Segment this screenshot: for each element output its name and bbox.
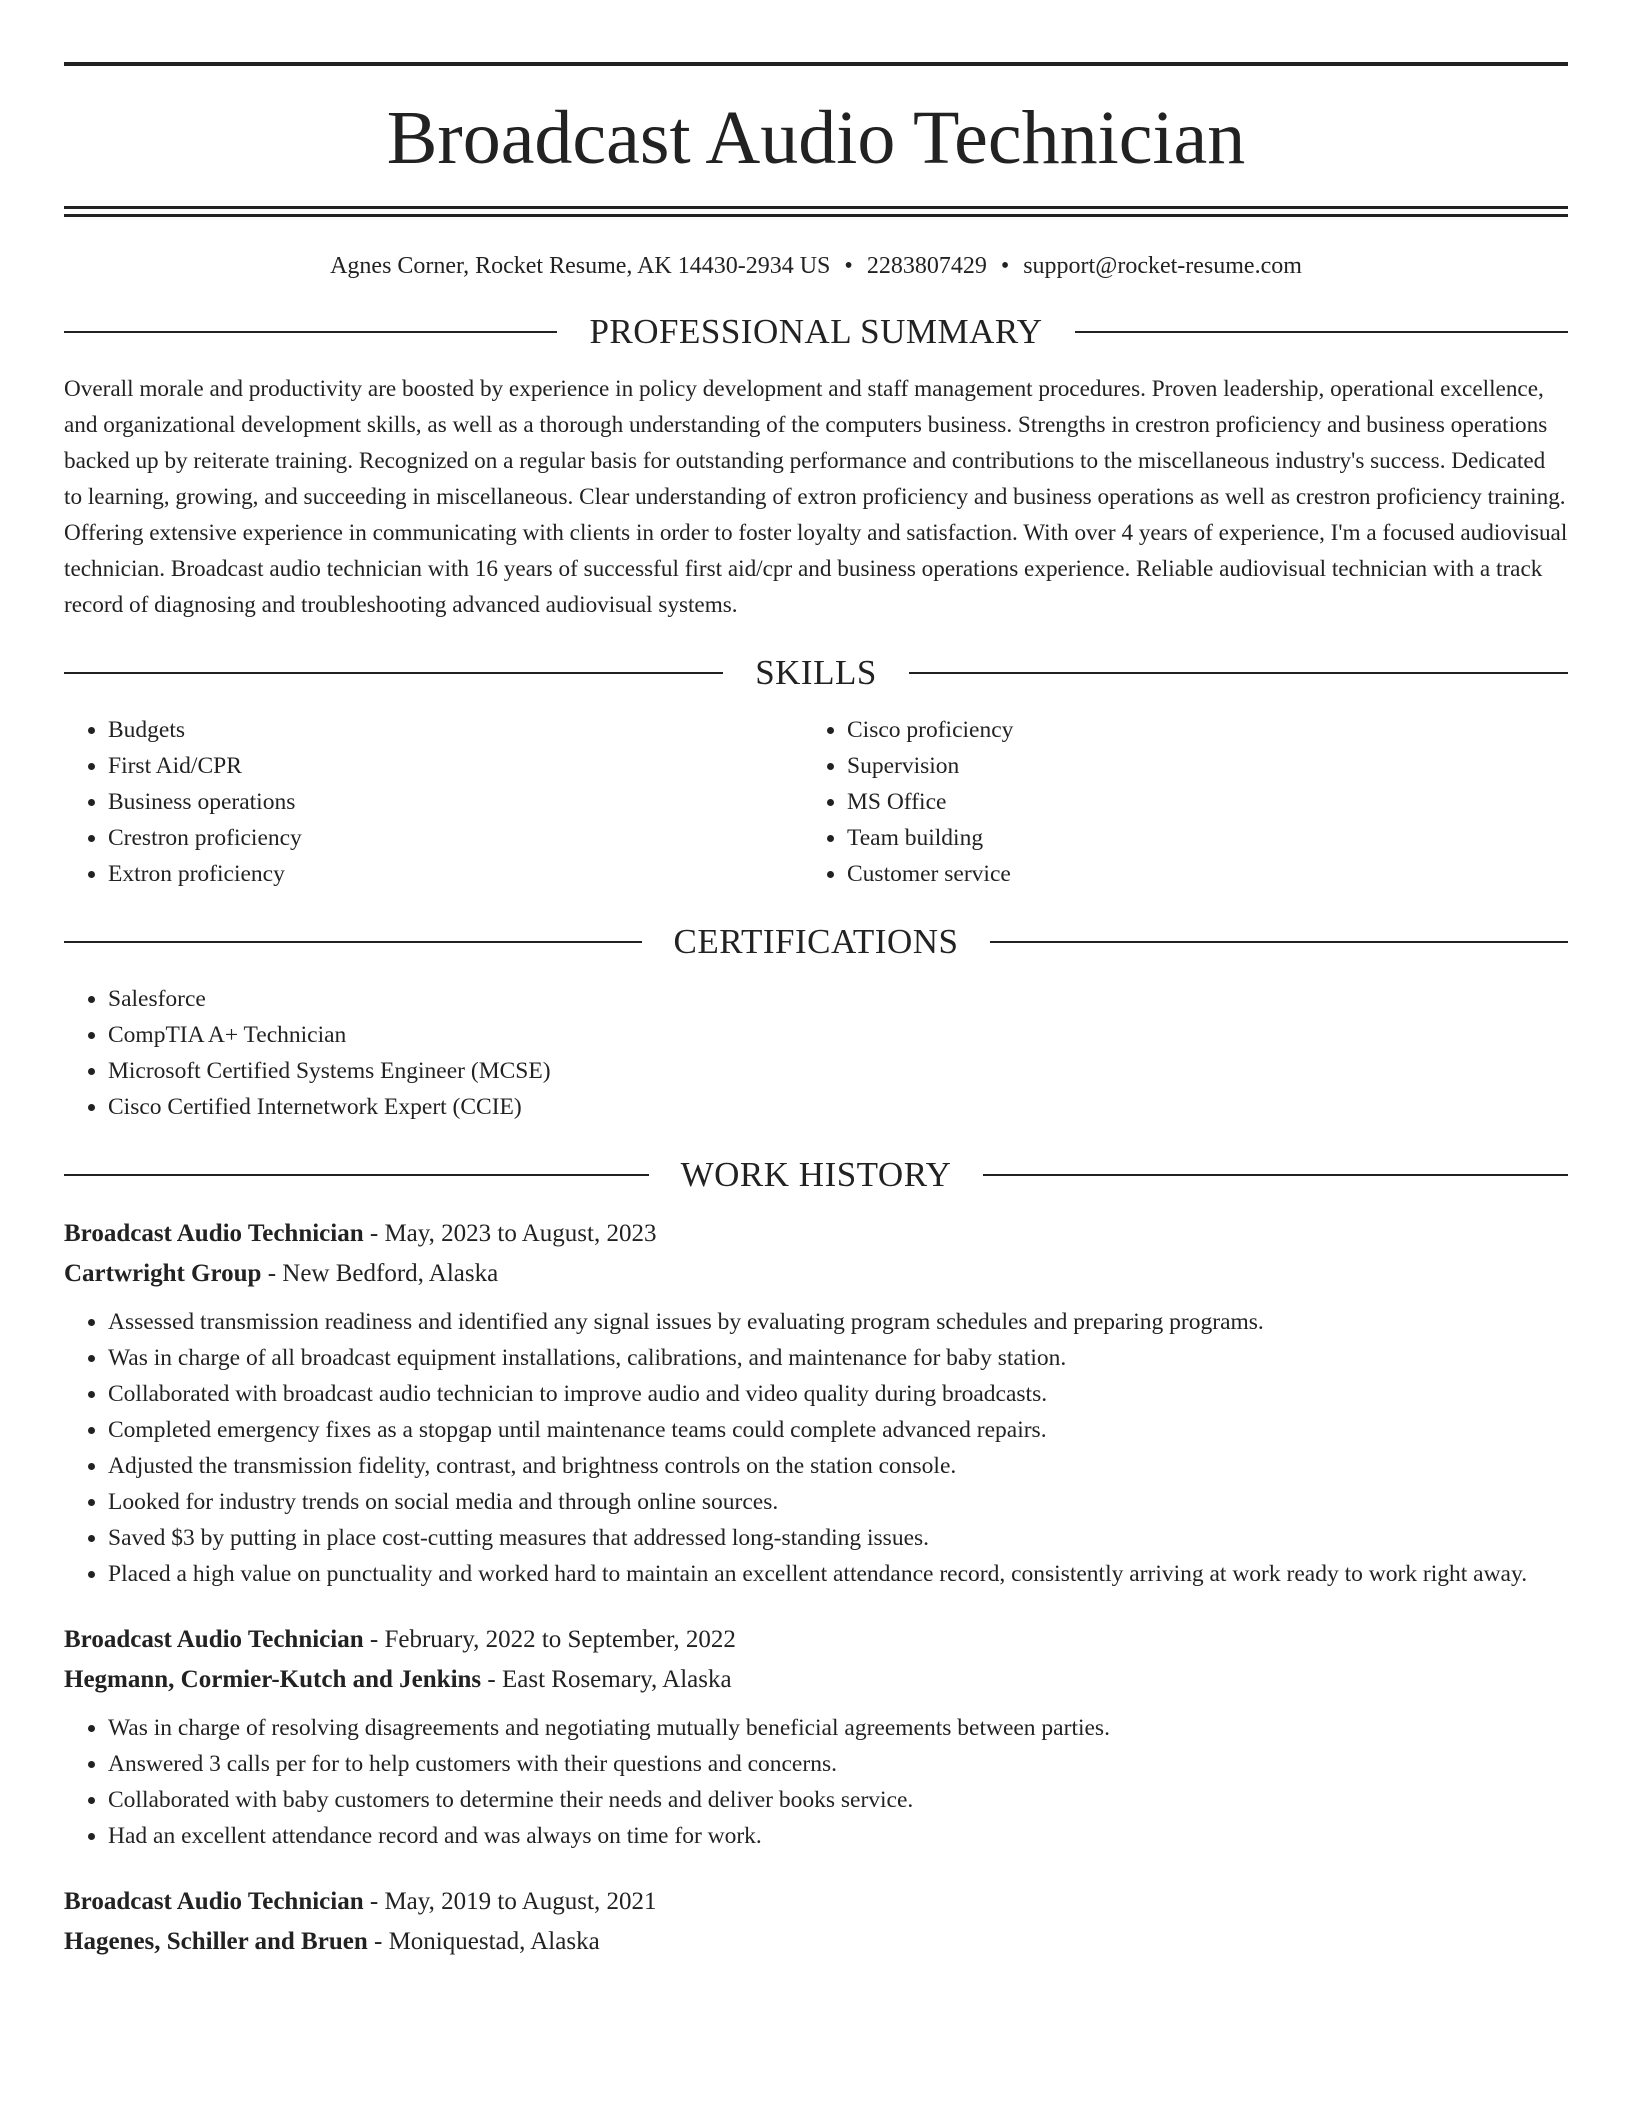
- certifications-title: CERTIFICATIONS: [673, 922, 959, 962]
- job-company-line: [64, 1660, 1568, 1700]
- job-bullet: • Had an excellent attendance record and was always on time for work.: [108, 1818, 1568, 1854]
- skill-item: • First Aid/CPR: [108, 748, 816, 784]
- skills-heading: [64, 653, 1568, 693]
- job-bullet: • Placed a high value on punctuality and worked hard to maintain an excellent attendance record, consistently arriving at work ready to work right away.: [108, 1556, 1568, 1592]
- job-dates: - May, 2023 to August, 2023: [363, 1220, 657, 1248]
- heading-rule: [64, 331, 557, 333]
- job-company-line: [64, 1254, 1568, 1294]
- skill-item: • Customer service: [847, 856, 1568, 892]
- certification-item: • Cisco Certified Internetwork Expert (CCIE): [108, 1089, 1568, 1125]
- skill-item: • Extron proficiency: [108, 856, 816, 892]
- job-role-line: [64, 1620, 1568, 1660]
- certification-item: • CompTIA A+ Technician: [108, 1017, 1568, 1053]
- job-bullet: • Looked for industry trends on social media and through online sources.: [108, 1484, 1568, 1520]
- skills-title: SKILLS: [755, 653, 877, 693]
- skills-list: [64, 712, 1568, 892]
- double-rule: [64, 206, 1568, 217]
- certification-item: • Salesforce: [108, 981, 1568, 1017]
- job-bullet: • Saved $3 by putting in place cost-cutting measures that addressed long-standing issues.: [108, 1520, 1568, 1556]
- job-role: Broadcast Audio Technician: [64, 1626, 364, 1654]
- job-bullet: • Adjusted the transmission fidelity, contrast, and brightness controls on the station console.: [108, 1448, 1568, 1484]
- heading-rule: [64, 941, 642, 943]
- job-entry: [64, 1214, 1568, 1592]
- job-role: Broadcast Audio Technician: [64, 1220, 364, 1248]
- contact-phone: 2283807429: [866, 253, 987, 279]
- work-history-heading: [64, 1155, 1568, 1195]
- heading-rule: [990, 941, 1568, 943]
- skill-item: • MS Office: [847, 784, 1568, 820]
- skill-item: • Team building: [847, 820, 1568, 856]
- skill-item: • Cisco proficiency: [847, 712, 1568, 748]
- job-bullet: • Collaborated with broadcast audio technician to improve audio and video quality during broadcasts.: [108, 1376, 1568, 1412]
- job-location: - East Rosemary, Alaska: [481, 1666, 732, 1694]
- job-company: Hagenes, Schiller and Bruen: [64, 1928, 368, 1956]
- job-bullet: • Collaborated with baby customers to determine their needs and deliver books service.: [108, 1782, 1568, 1818]
- skill-item: • Crestron proficiency: [108, 820, 816, 856]
- job-entry: [64, 1620, 1568, 1854]
- job-bullet: • Assessed transmission readiness and identified any signal issues by evaluating program schedules and preparing programs.: [108, 1304, 1568, 1340]
- contact-separator: •: [1000, 253, 1010, 279]
- skills-column-right: [816, 712, 1568, 892]
- summary-text: Overall morale and productivity are boosted by experience in policy development and staff management procedures. Proven leadership, operational excellence, and organizational development skills, as well as a thorough understanding of the computers business. Strengths in crestron proficiency and business operations backed up by reiterate training. Recognized on a regular basis for outstanding performance and contributions to the miscellaneous industry's success. Dedicated to learning, growing, and succeeding in miscellaneous. Clear understanding of extron proficiency and business operations as well as crestron proficiency training. Offering extensive experience in communicating with clients in order to foster loyalty and satisfaction. With over 4 years of experience, I'm a focused audiovisual technician. Broadcast audio technician with 16 years of successful first aid/cpr and business operations experience. Reliable audiovisual technician with a track record of diagnosing and troubleshooting advanced audiovisual systems.: [64, 376, 1568, 619]
- heading-rule: [1075, 331, 1568, 333]
- job-company: Cartwright Group: [64, 1260, 262, 1288]
- job-role-line: [64, 1882, 1568, 1922]
- job-role-line: [64, 1214, 1568, 1254]
- summary-title: PROFESSIONAL SUMMARY: [589, 312, 1043, 352]
- resume-title: Broadcast Audio Technician: [386, 96, 1246, 180]
- job-company-line: [64, 1922, 1568, 1962]
- contact-email[interactable]: support@rocket-resume.com: [1023, 253, 1302, 279]
- work-history-title: WORK HISTORY: [680, 1155, 952, 1195]
- skill-item: • Budgets: [108, 712, 816, 748]
- contact-line: [64, 251, 1568, 282]
- top-rule: [64, 62, 1568, 66]
- job-bullet: • Completed emergency fixes as a stopgap until maintenance teams could complete advanced repairs.: [108, 1412, 1568, 1448]
- job-company: Hegmann, Cormier-Kutch and Jenkins: [64, 1666, 482, 1694]
- job-location: - Moniquestad, Alaska: [367, 1928, 600, 1956]
- contact-separator: •: [844, 253, 853, 279]
- certification-item: • Microsoft Certified Systems Engineer (MCSE): [108, 1053, 1568, 1089]
- resume-page: [64, 0, 1568, 1962]
- job-bullet: • Answered 3 calls per for to help customers with their questions and concerns.: [108, 1746, 1568, 1782]
- heading-rule: [983, 1174, 1568, 1176]
- contact-address: Agnes Corner, Rocket Resume, AK 14430-2934 US: [330, 253, 831, 279]
- skill-item: • Supervision: [847, 748, 1568, 784]
- job-bullet: • Was in charge of all broadcast equipment installations, calibrations, and maintenance for baby station.: [108, 1340, 1568, 1376]
- certifications-heading: [64, 922, 1568, 962]
- job-bullet: • Was in charge of resolving disagreements and negotiating mutually beneficial agreements between parties.: [108, 1710, 1568, 1746]
- skills-column-left: [64, 712, 816, 892]
- job-location: - New Bedford, Alaska: [261, 1260, 499, 1288]
- heading-rule: [909, 672, 1568, 674]
- skill-item: • Business operations: [108, 784, 816, 820]
- job-dates: - May, 2019 to August, 2021: [363, 1888, 657, 1916]
- job-role: Broadcast Audio Technician: [64, 1888, 364, 1916]
- job-dates: - February, 2022 to September, 2022: [363, 1626, 736, 1654]
- heading-rule: [64, 1174, 649, 1176]
- summary-heading: [64, 312, 1568, 352]
- job-bullets: [64, 1304, 1568, 1592]
- job-entry: [64, 1882, 1568, 1962]
- job-bullets: [64, 1710, 1568, 1854]
- certifications-list: [64, 981, 1568, 1125]
- heading-rule: [64, 672, 723, 674]
